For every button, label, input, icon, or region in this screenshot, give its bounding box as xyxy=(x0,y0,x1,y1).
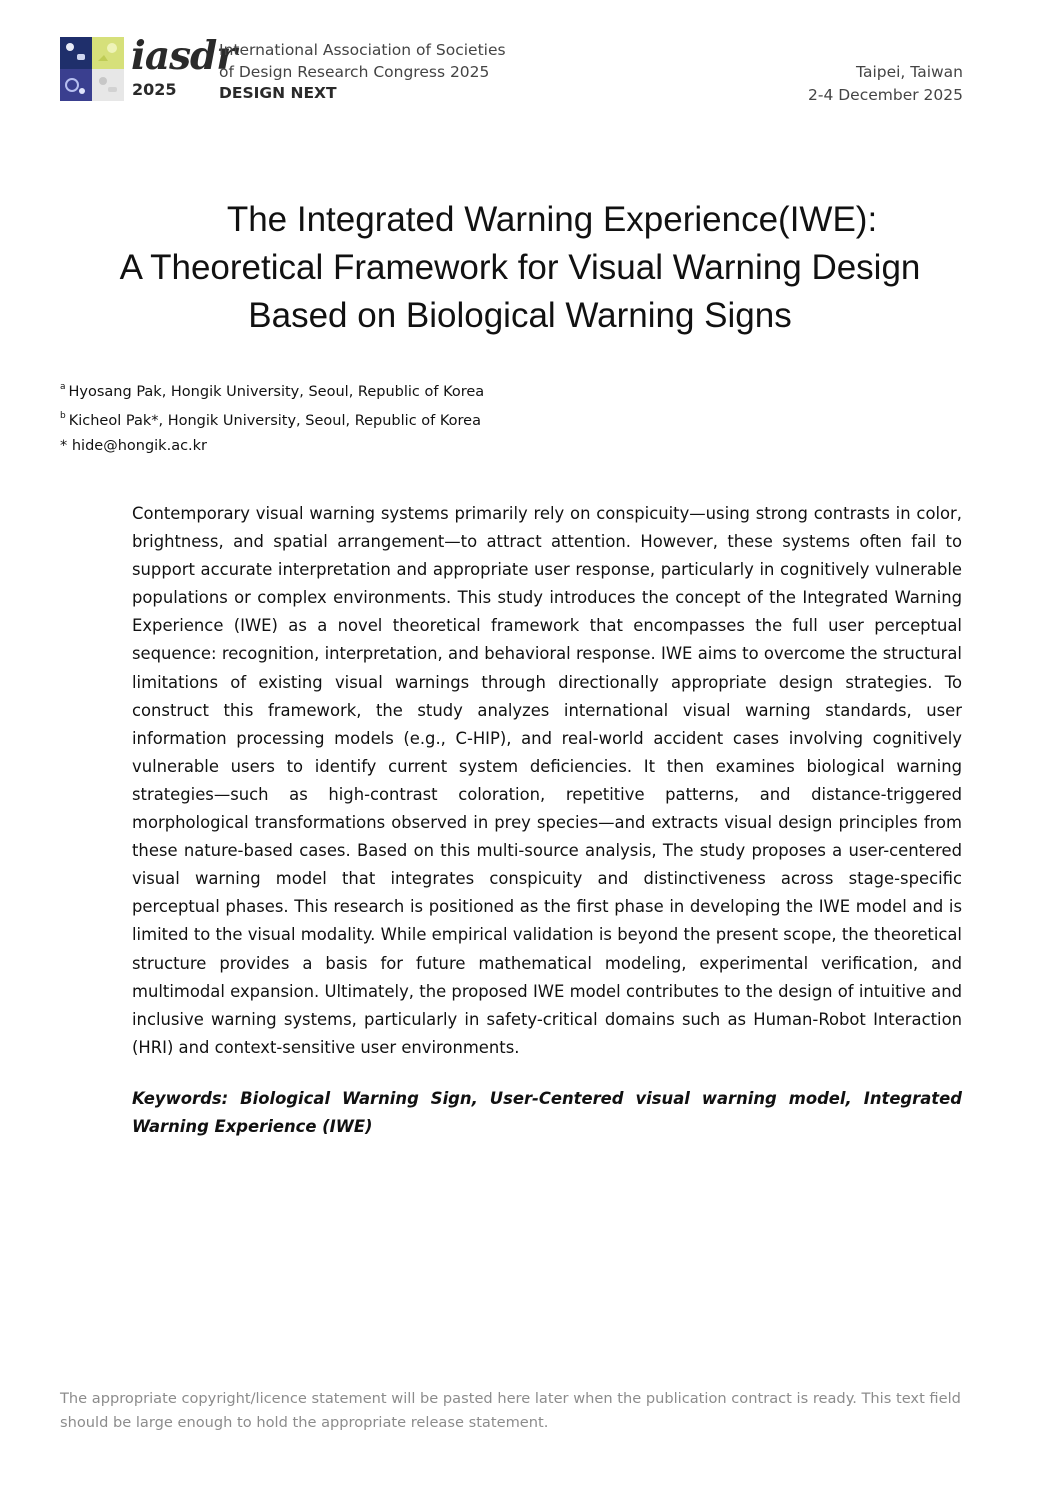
logo-tile-grey xyxy=(92,69,124,101)
affiliation-marker: a xyxy=(60,382,66,392)
keywords: Keywords: Biological Warning Sign, User-Centered visual warning model, Integrated Warning Experience (IWE) xyxy=(132,1089,962,1136)
page-header xyxy=(0,0,1041,120)
logo-year: 2025 xyxy=(132,80,177,99)
org-line-1: International Association of Societies xyxy=(219,41,506,59)
org-line-2: of Design Research Congress 2025 xyxy=(219,62,490,81)
conference-dates: 2-4 December 2025 xyxy=(808,85,963,104)
affiliation-marker: b xyxy=(60,410,66,421)
conference-logo-mosaic xyxy=(60,37,124,101)
logo-tile-navy xyxy=(60,37,92,69)
author-entry xyxy=(60,376,484,405)
conference-name xyxy=(219,40,549,105)
logo-tile-lime xyxy=(92,37,124,69)
logo-wordmark: iasdr xyxy=(131,33,236,79)
logo-tile-indigo xyxy=(60,69,92,101)
author-list xyxy=(60,376,484,459)
abstract-text: Contemporary visual warning systems primarily rely on conspicuity—using strong contrasts in color, brightness, and spatial arrangement—to attract attention. However, these systems often fail to support accurate interpretation and appropriate user response, particularly in cognitively vulnerable populations or complex environments. This study introduces the concept of the Integrated Warning Experience (IWE) as a novel theoretical framework that encompasses the full user perceptual sequence: recognition, interpretation, and behavioral response. IWE aims to overcome the structural limitations of existing visual warnings through directionally appropriate design strategies. To construct this framework, the study analyzes international visual warning standards, user information processing models (e.g., C-HIP), and real-world accident cases involving cognitively vulnerable users to identify current system deficiencies. It then examines biological warning strategies—such as high-contrast coloration, repetitive patterns, and distance-triggered morphological transformations observed in prey species—and extracts visual design principles from these nature-based cases. Based on this multi-source analysis, The study proposes a user-centered visual warning model that integrates conspicuity and distinctiveness across stage-specific perceptual phases. This research is positioned as the first phase in developing the IWE model and is limited to the visual modality. While empirical validation is beyond the present scope, the theoretical structure provides a basis for future mathematical modeling, experimental verification, and multimodal expansion. Ultimately, the proposed IWE model contributes to the design of intuitive and inclusive warning systems, particularly in safety-critical domains such as Human-Robot Interaction (HRI) and context-sensitive user environments. xyxy=(132,504,962,1057)
paper-title xyxy=(60,196,980,340)
conference-theme: DESIGN NEXT xyxy=(219,84,337,102)
correspondence xyxy=(60,434,484,459)
title-line-1: The Integrated Warning Experience(IWE): xyxy=(226,200,878,239)
copyright-statement: The appropriate copyright/licence statement will be pasted here later when the publication contract is ready. This text field should be large enough to hold the appropriate release statement. xyxy=(60,1390,961,1431)
author-affiliation: Hyosang Pak, Hongik University, Seoul, Republic of Korea xyxy=(68,383,485,400)
location-city: Taipei, Taiwan xyxy=(856,63,963,81)
title-line-3: Based on Biological Warning Signs xyxy=(248,296,792,335)
conference-location xyxy=(808,61,963,106)
correspondence-marker: * xyxy=(60,437,68,454)
correspondence-email[interactable]: hide@hongik.ac.kr xyxy=(71,437,208,454)
author-affiliation: Kicheol Pak*, Hongik University, Seoul, Republic of Korea xyxy=(68,412,481,429)
author-entry xyxy=(60,405,484,434)
title-line-2: A Theoretical Framework for Visual Warning Design xyxy=(119,248,921,287)
